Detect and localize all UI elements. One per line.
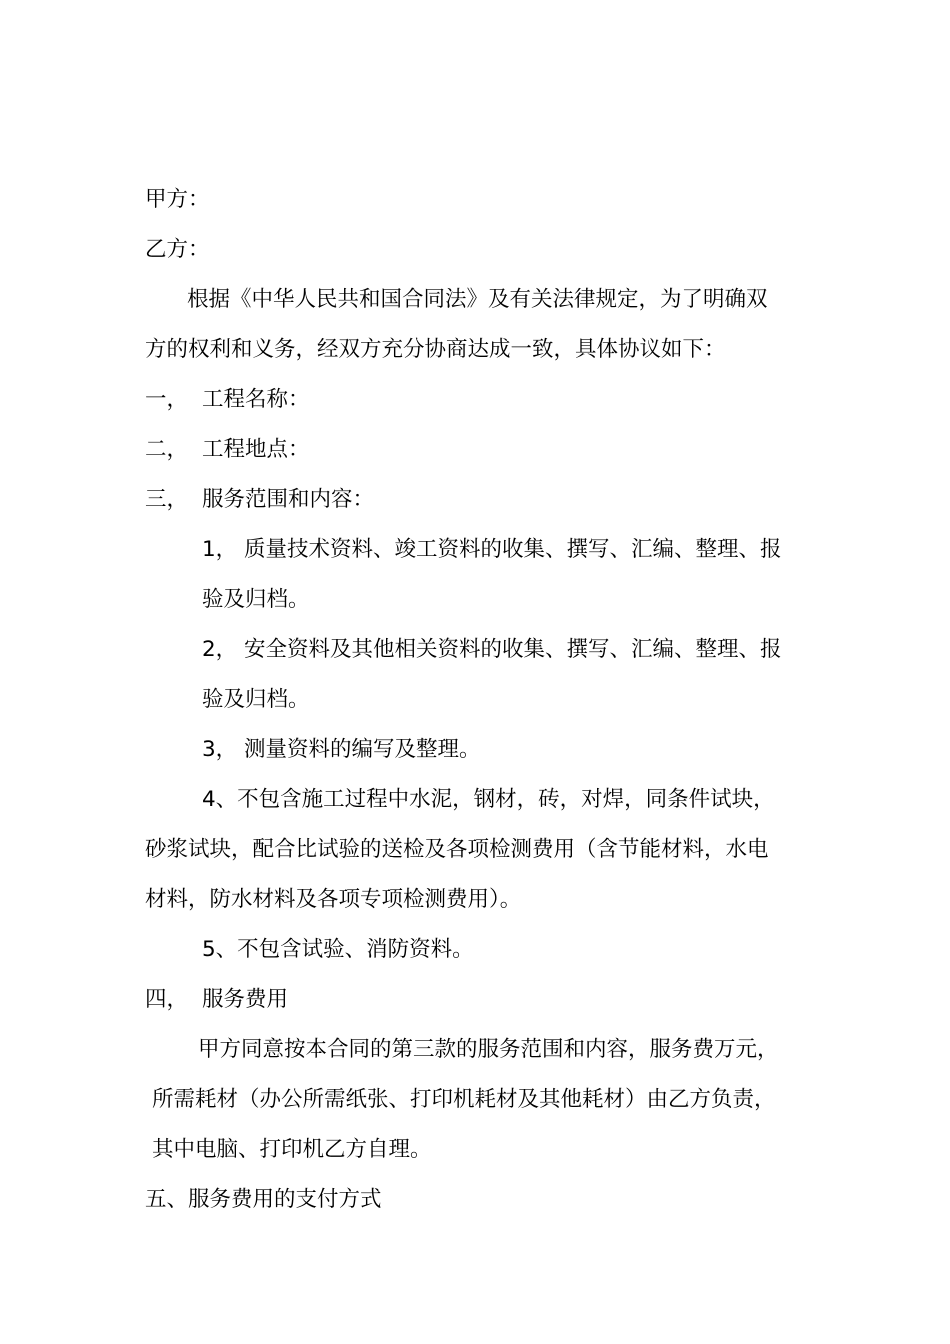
fee-paragraph-line-3: 其中电脑、打印机乙方自理。 — [152, 1137, 432, 1162]
section-1-heading — [145, 385, 310, 415]
scope-item-5: 5、不包含试验、消防资料。 — [202, 937, 474, 962]
scope-item-4-line-3: 材料，防水材料及各项专项检测费用）。 — [145, 887, 522, 912]
party-b-label: 乙方： — [145, 237, 210, 262]
section-3-title: 服务范围和内容： — [202, 487, 375, 512]
intro-paragraph-line-2: 方的权利和义务，经双方充分协商达成一致，具体协议如下： — [145, 337, 726, 362]
scope-item-1-line-1 — [202, 535, 782, 565]
scope-item-2-number: 2， — [202, 637, 238, 662]
scope-item-1-number: 1， — [202, 537, 238, 562]
section-4-heading — [145, 985, 288, 1015]
scope-item-1-text: 质量技术资料、竣工资料的收集、撰写、汇编、整理、报 — [244, 537, 782, 562]
section-1-number: 一， — [145, 387, 189, 412]
scope-item-3-number: 3， — [202, 737, 238, 762]
section-3-heading — [145, 485, 374, 515]
fee-paragraph-line-1: 甲方同意按本合同的第三款的服务范围和内容，服务费万元， — [198, 1037, 779, 1062]
section-2-title: 工程地点： — [202, 437, 310, 462]
scope-item-2-text: 安全资料及其他相关资料的收集、撰写、汇编、整理、报 — [244, 637, 782, 662]
fee-paragraph-line-2: 所需耗材（办公所需纸张、打印机耗材及其他耗材）由乙方负责， — [152, 1087, 776, 1112]
section-1-title: 工程名称： — [202, 387, 310, 412]
scope-item-3-line-1 — [202, 735, 481, 765]
scope-item-4-line-2: 砂浆试块，配合比试验的送检及各项检测费用（含节能材料，水电 — [145, 837, 769, 862]
scope-item-3-text: 测量资料的编写及整理。 — [244, 737, 481, 762]
scope-item-4-line-1: 4、不包含施工过程中水泥，钢材，砖，对焊，同条件试块， — [202, 787, 775, 812]
section-5-heading: 五、服务费用的支付方式 — [145, 1187, 382, 1212]
section-4-number: 四， — [145, 987, 189, 1012]
section-4-title: 服务费用 — [202, 987, 289, 1012]
section-2-heading — [145, 435, 310, 465]
party-a-label: 甲方： — [145, 187, 210, 212]
intro-paragraph-line-1: 根据《中华人民共和国合同法》及有关法律规定，为了明确双 — [187, 287, 768, 312]
section-2-number: 二， — [145, 437, 189, 462]
section-3-number: 三， — [145, 487, 189, 512]
scope-item-1-line-2: 验及归档。 — [202, 587, 310, 612]
scope-item-2-line-2: 验及归档。 — [202, 687, 310, 712]
scope-item-2-line-1 — [202, 635, 782, 665]
